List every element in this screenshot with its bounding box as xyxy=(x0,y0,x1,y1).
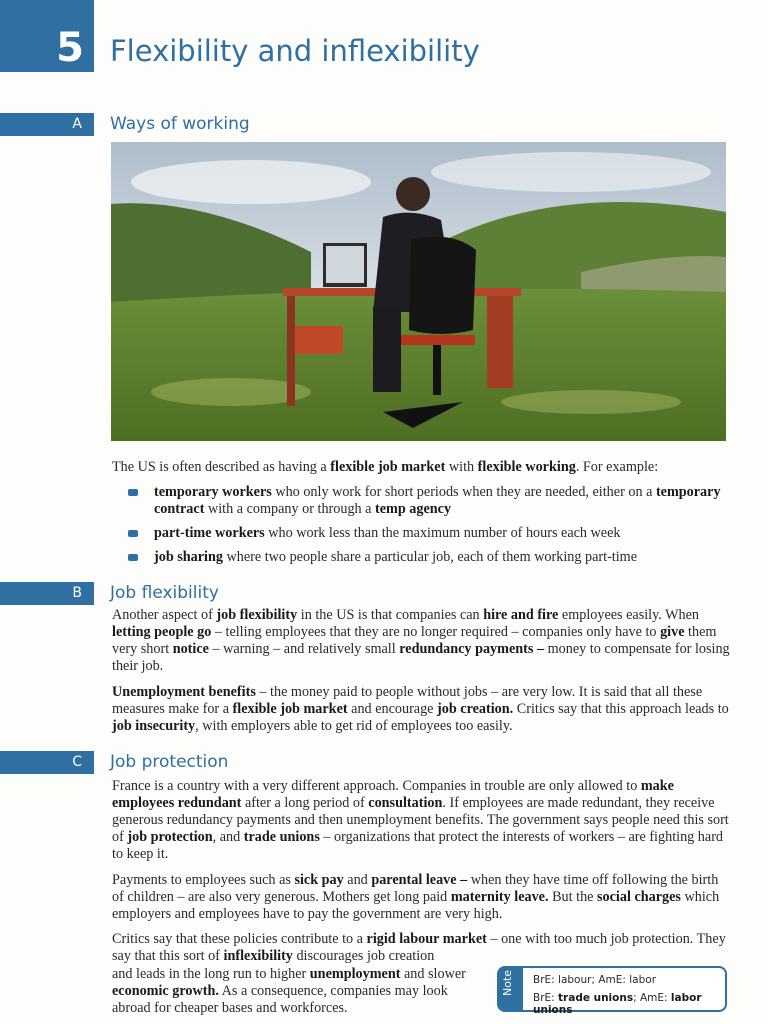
section-c-paragraph-1: France is a country with a very different approach. Companies in trouble are only allowed to make employees redundant after a long period of consultation. If employees are made redundant, they receive generous redundancy payments and then unemployment benefits. The government says people need this sort of job protection, and trade unions – organizations that protect the interests of workers – are fighting hard to keep it. xyxy=(112,778,729,862)
section-c-paragraph-3-continued: and leads in the long run to higher unemployment and slower economic growth. As a consequence, companies may look abroad for cheaper bases and workforces. xyxy=(112,966,466,1016)
office-in-field-photo xyxy=(111,142,726,441)
list-item: job sharing where two people share a particular job, each of them working part-time xyxy=(128,549,728,566)
section-b-heading: Job flexibility xyxy=(110,583,219,603)
section-c-paragraph-2: Payments to employees such as sick pay and parental leave – when they have time off following the birth of children – are also very generous. Mothers get long paid maternity leave. But the social charges which employers and employees have to pay the government are very high. xyxy=(112,872,720,922)
list-item: part-time workers who work less than the maximum number of hours each week xyxy=(128,525,728,542)
note-line-2: BrE: trade unions; AmE: labor unions xyxy=(533,992,702,1016)
section-a-heading: Ways of working xyxy=(110,114,250,134)
note-box xyxy=(497,966,727,1016)
section-c-tab: C xyxy=(0,751,94,774)
note-tab: Note xyxy=(499,968,523,1010)
section-a-intro: The US is often described as having a flexible job market with flexible working. For example: xyxy=(112,459,659,475)
bullet-marker xyxy=(128,530,138,537)
unit-number-tab: 5 xyxy=(0,0,94,72)
section-a-tab: A xyxy=(0,113,94,136)
list-item: temporary workers who only work for short periods when they are needed, either on a temporary contract with a company or through a temp agency xyxy=(128,484,728,518)
note-line-1: BrE: labour; AmE: labor xyxy=(533,974,657,986)
section-b-tab: B xyxy=(0,582,94,605)
section-b-paragraph-1: Another aspect of job flexibility in the US is that companies can hire and fire employees easily. When letting people go – telling employees that they are no longer required – companies only have to give them very short notice – warning – and relatively small redundancy payments – money to compensate for losing their job. xyxy=(112,607,730,674)
unit-title: Flexibility and inflexibility xyxy=(110,34,480,68)
bullet-marker xyxy=(128,489,138,496)
section-c-heading: Job protection xyxy=(110,752,229,772)
section-b-paragraph-2: Unemployment benefits – the money paid to people without jobs – are very low. It is said that all these measures make for a flexible job market and encourage job creation. Critics say that this approach leads to job insecurity, with employers able to get rid of employees too easily. xyxy=(112,684,729,734)
bullet-marker xyxy=(128,554,138,561)
section-a-bullet-list xyxy=(128,484,728,573)
section-c-paragraph-3: Critics say that these policies contribute to a rigid labour market – one with too much job protection. They say that this sort of inflexibility discourages job creation xyxy=(112,931,726,964)
